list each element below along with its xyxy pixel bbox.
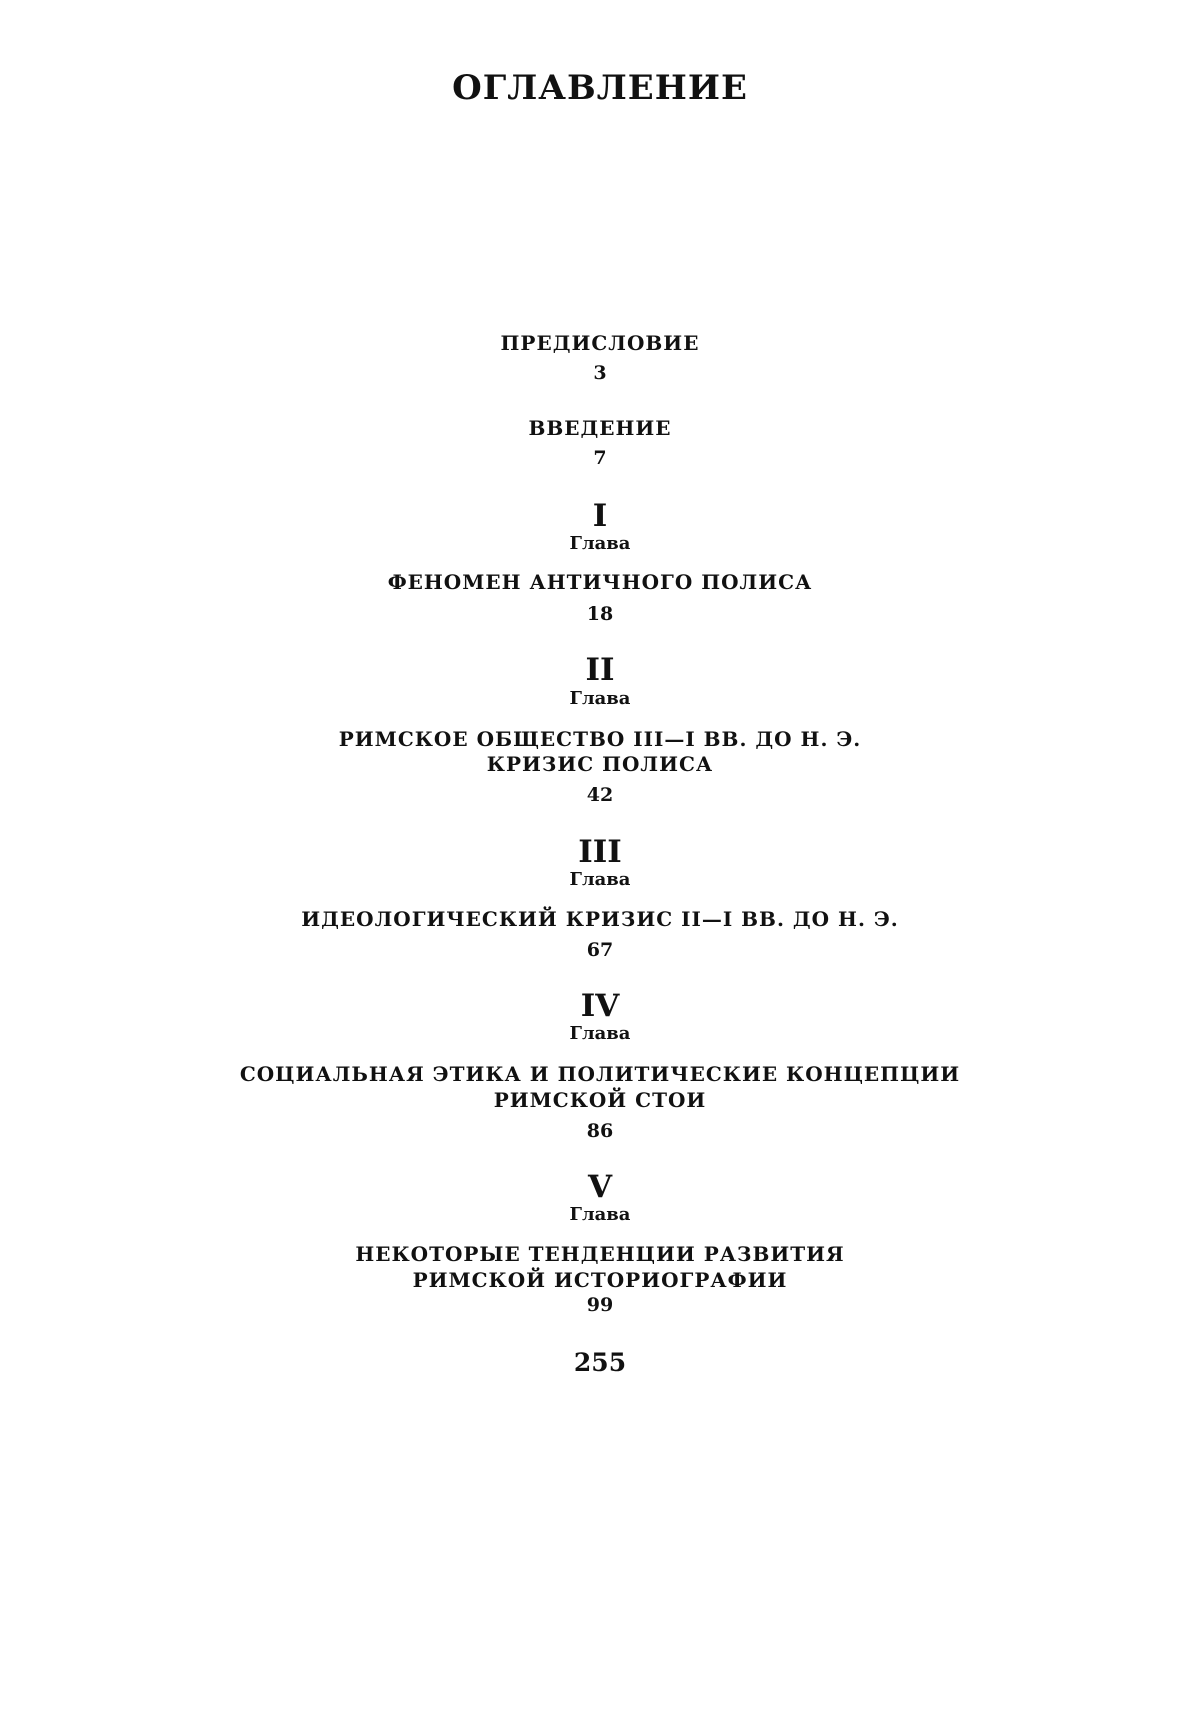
front-title-preface: ПРЕДИСЛОВИЕ xyxy=(500,331,700,355)
chapter-1-label: Глава xyxy=(569,533,631,554)
chapter-3-numeral: III xyxy=(578,834,622,870)
chapter-2-title-line-2: КРИЗИС ПОЛИСА xyxy=(486,752,714,776)
chapter-5-numeral: V xyxy=(587,1169,613,1205)
chapter-1-numeral: I xyxy=(592,498,608,534)
front-page-preface: 3 xyxy=(593,362,607,384)
chapter-4-label: Глава xyxy=(569,1023,631,1044)
chapter-2-numeral: II xyxy=(585,652,615,688)
chapter-5-title-line-1: НЕКОТОРЫЕ ТЕНДЕНЦИИ РАЗВИТИЯ xyxy=(355,1242,845,1266)
chapter-5-page: 99 xyxy=(586,1294,614,1316)
chapter-4-page: 86 xyxy=(586,1120,614,1142)
chapter-3-page: 67 xyxy=(586,939,614,961)
chapter-4-title-line-1: СОЦИАЛЬНАЯ ЭТИКА И ПОЛИТИЧЕСКИЕ КОНЦЕПЦИИ xyxy=(239,1062,961,1086)
chapter-2-label: Глава xyxy=(569,688,631,709)
chapter-2-title-line-1: РИМСКОЕ ОБЩЕСТВО III—I ВВ. ДО Н. Э. xyxy=(338,727,862,751)
chapter-2-page: 42 xyxy=(586,784,614,806)
chapter-1-page: 18 xyxy=(586,603,614,625)
chapter-3-title: ИДЕОЛОГИЧЕСКИЙ КРИЗИС II—I ВВ. ДО Н. Э. xyxy=(301,907,899,931)
front-page-introduction: 7 xyxy=(593,447,607,469)
chapter-5-title-line-2: РИМСКОЙ ИСТОРИОГРАФИИ xyxy=(412,1268,788,1292)
chapter-4-numeral: IV xyxy=(580,988,620,1024)
chapter-1-title: ФЕНОМЕН АНТИЧНОГО ПОЛИСА xyxy=(387,570,813,594)
page-folio: 255 xyxy=(573,1348,627,1377)
chapter-5-label: Глава xyxy=(569,1204,631,1225)
front-title-introduction: ВВЕДЕНИЕ xyxy=(528,416,672,440)
chapter-3-label: Глава xyxy=(569,869,631,890)
toc-heading: ОГЛАВЛЕНИЕ xyxy=(452,68,748,108)
chapter-4-title-line-2: РИМСКОЙ СТОИ xyxy=(493,1088,707,1112)
